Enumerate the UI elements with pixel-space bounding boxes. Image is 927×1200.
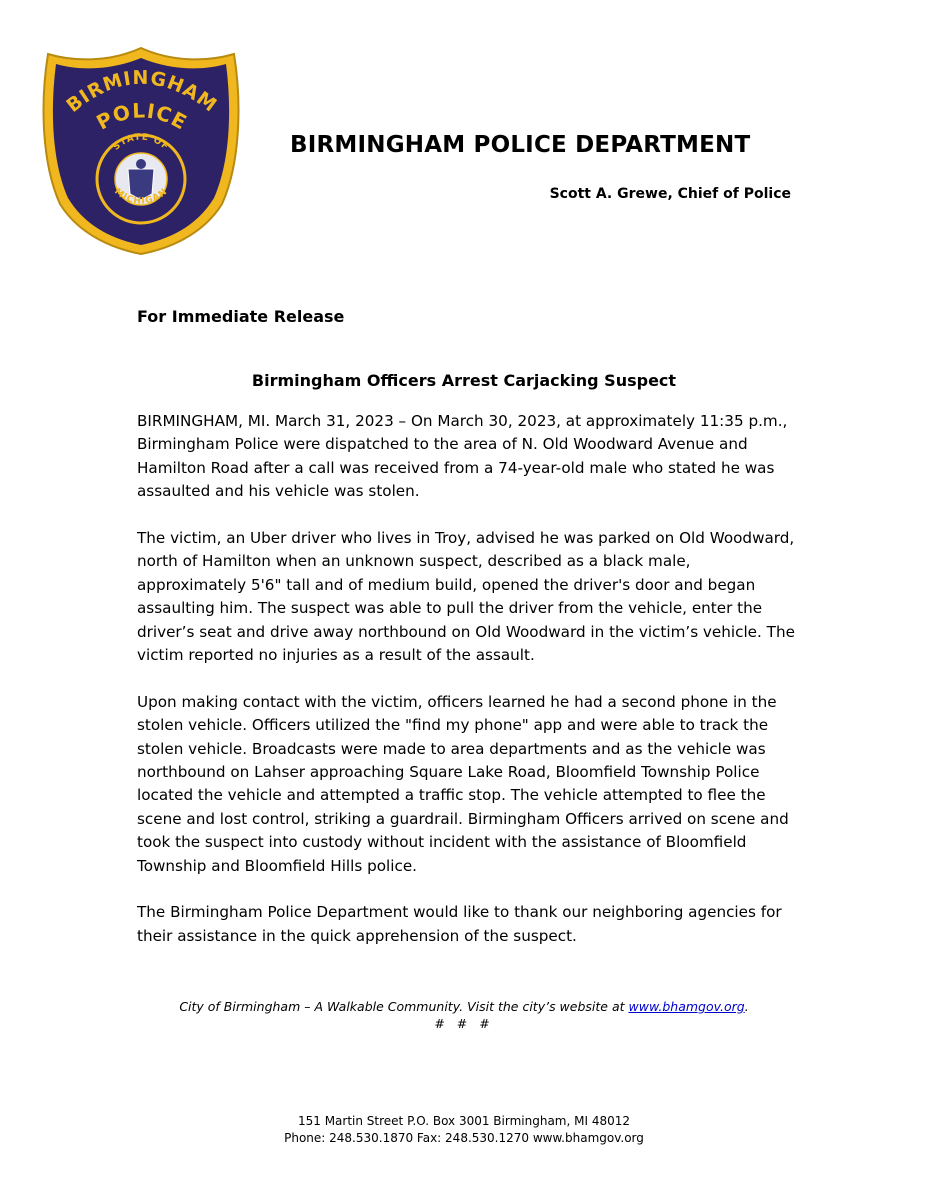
- patch-text-birmingham: BIRMINGHAM: [62, 66, 222, 117]
- chief-of-police: Scott A. Grewe, Chief of Police: [549, 186, 791, 202]
- contact-line: Phone: 248.530.1870 Fax: 248.530.1270 www.bhamgov.org: [284, 1131, 644, 1145]
- paragraph: Upon making contact with the victim, officers learned he had a second phone in the stolen vehicle. Officers utilized the "find my phone" app and were able to track the stolen vehicle. Broadcasts were made to area departments and as the vehicle was northbound on Lahser approaching Square Lake Road, Bloomfield Township Police located the vehicle and attempted a traffic stop. The vehicle attempted to flee the scene and lost control, striking a guardrail. Birmingham Officers arrived on scene and took the suspect into custody without incident with the assistance of Bloomfield Township and Bloomfield Hills police.: [137, 692, 789, 875]
- headline: Birmingham Officers Arrest Carjacking Suspect: [251, 371, 677, 390]
- department-title: BIRMINGHAM POLICE DEPARTMENT: [290, 132, 751, 158]
- paragraph: BIRMINGHAM, MI. March 31, 2023 – On March 30, 2023, at approximately 11:35 p.m., Birmingham Police were dispatched to the area of N. Old Woodward Avenue and Hamilton Road after a call was received from a 74-year-old male who stated he was assaulted and his vehicle was stolen.: [137, 412, 788, 501]
- police-patch-logo: [42, 44, 240, 256]
- paragraph: The Birmingham Police Department would like to thank our neighboring agencies for their assistance in the quick apprehension of the suspect.: [137, 903, 782, 945]
- patch-text-police: POLICE: [92, 98, 192, 135]
- footer-note-text: City of Birmingham – A Walkable Community. Visit the city’s website at: [179, 999, 629, 1014]
- address-line: 151 Martin Street P.O. Box 3001 Birmingham, MI 48012: [297, 1114, 631, 1128]
- patch-text-state-of: STATE OF: [111, 132, 171, 153]
- end-marks: # # #: [434, 1016, 494, 1031]
- patch-text-michigan: MICHIGAN: [112, 186, 170, 207]
- footer-note-end: .: [744, 999, 749, 1014]
- footer-note: [137, 998, 791, 1016]
- release-label: For Immediate Release: [137, 307, 345, 326]
- press-release-body: [137, 410, 797, 972]
- footer-address: [137, 1113, 791, 1147]
- city-website-link[interactable]: www.bhamgov.org: [628, 999, 745, 1014]
- paragraph: The victim, an Uber driver who lives in Troy, advised he was parked on Old Woodward, north of Hamilton when an unknown suspect, described as a black male, approximately 5'6" tall and of medium build, opened the driver's door and began assaulting him. The suspect was able to pull the driver from the vehicle, enter the driver’s seat and drive away northbound on Old Woodward in the victim’s vehicle. The victim reported no injuries as a result of the assault.: [137, 529, 795, 665]
